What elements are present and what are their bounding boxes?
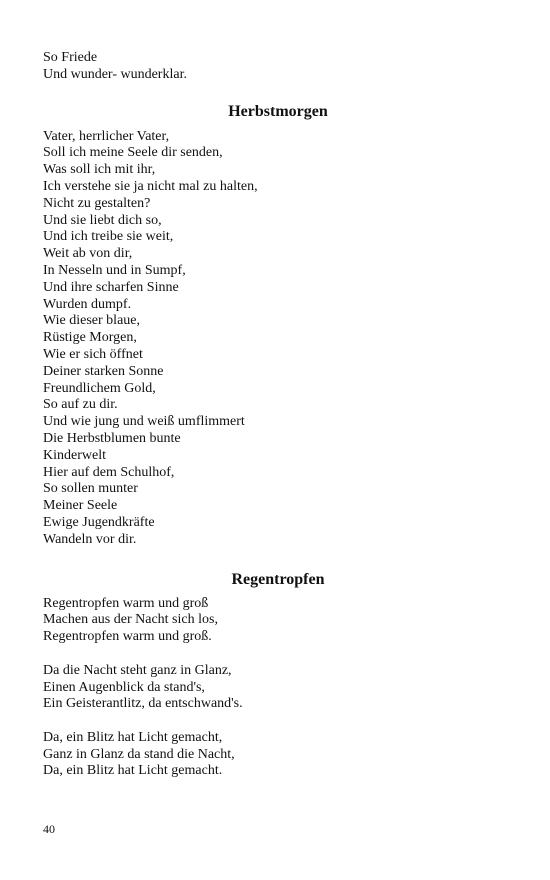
- verse-line: Regentropfen warm und groß: [43, 595, 209, 611]
- verse-line: Und wunder- wunderklar.: [43, 66, 187, 82]
- verse-line: Kinderwelt: [43, 447, 106, 463]
- verse-line: So Friede: [43, 50, 98, 65]
- poem-title: Herbstmorgen: [228, 102, 328, 120]
- stanza: [43, 730, 513, 780]
- verse-line: Nicht zu gestalten?: [43, 195, 151, 211]
- verse-line: So auf zu dir.: [43, 397, 118, 413]
- verse-line: Da die Nacht steht ganz in Glanz,: [43, 662, 232, 678]
- poem-title: Regentropfen: [231, 570, 325, 588]
- verse-line: Weit ab von dir,: [43, 246, 133, 262]
- verse-line: Meiner Seele: [43, 498, 118, 514]
- stanza: [43, 663, 513, 713]
- verse-line: Rüstige Morgen,: [43, 330, 137, 346]
- poem-fragment: [43, 50, 513, 84]
- verse-line: Einen Augenblick da stand's,: [43, 679, 205, 695]
- poem-body: [43, 129, 513, 549]
- verse-line: Da, ein Blitz hat Licht gemacht,: [43, 729, 223, 745]
- verse-line: Ich verstehe sie ja nicht mal zu halten,: [43, 178, 258, 194]
- verse-line: Wie dieser blaue,: [43, 313, 141, 329]
- verse-line: Was soll ich mit ihr,: [43, 162, 156, 178]
- verse-line: Wandeln vor dir.: [43, 531, 137, 547]
- verse-line: Soll ich meine Seele dir senden,: [43, 145, 223, 161]
- page-number: 40: [43, 822, 55, 836]
- verse-line: Machen aus der Nacht sich los,: [43, 612, 218, 628]
- verse-line: Wurden dumpf.: [43, 296, 132, 312]
- verse-line: Ewige Jugendkräfte: [43, 514, 155, 530]
- poem-body: [43, 596, 513, 781]
- verse-line: Regentropfen warm und groß.: [43, 629, 212, 645]
- stanza-gap: [43, 646, 513, 663]
- verse-line: Ein Geisterantlitz, da entschwand's.: [43, 696, 243, 712]
- stanza-gap: [43, 713, 513, 730]
- verse-line: Deiner starken Sonne: [43, 363, 164, 379]
- verse-line: Und wie jung und weiß umflimmert: [43, 414, 245, 430]
- verse-line: Da, ein Blitz hat Licht gemacht.: [43, 763, 223, 779]
- verse-line: Die Herbstblumen bunte: [43, 430, 181, 446]
- stanza: [43, 596, 513, 646]
- verse-line: Und sie liebt dich so,: [43, 212, 162, 228]
- verse-line: In Nesseln und in Sumpf,: [43, 262, 186, 278]
- verse-line: Ganz in Glanz da stand die Nacht,: [43, 746, 235, 762]
- verse-line: Vater, herrlicher Vater,: [43, 128, 170, 144]
- verse-line: Freundlichem Gold,: [43, 380, 156, 396]
- verse-line: Wie er sich öffnet: [43, 346, 143, 362]
- verse-line: So sollen munter: [43, 481, 138, 497]
- book-page: [43, 50, 513, 780]
- stanza: [43, 129, 513, 549]
- verse-line: Und ihre scharfen Sinne: [43, 279, 179, 295]
- verse-line: Und ich treibe sie weit,: [43, 229, 174, 245]
- verse-line: Hier auf dem Schulhof,: [43, 464, 175, 480]
